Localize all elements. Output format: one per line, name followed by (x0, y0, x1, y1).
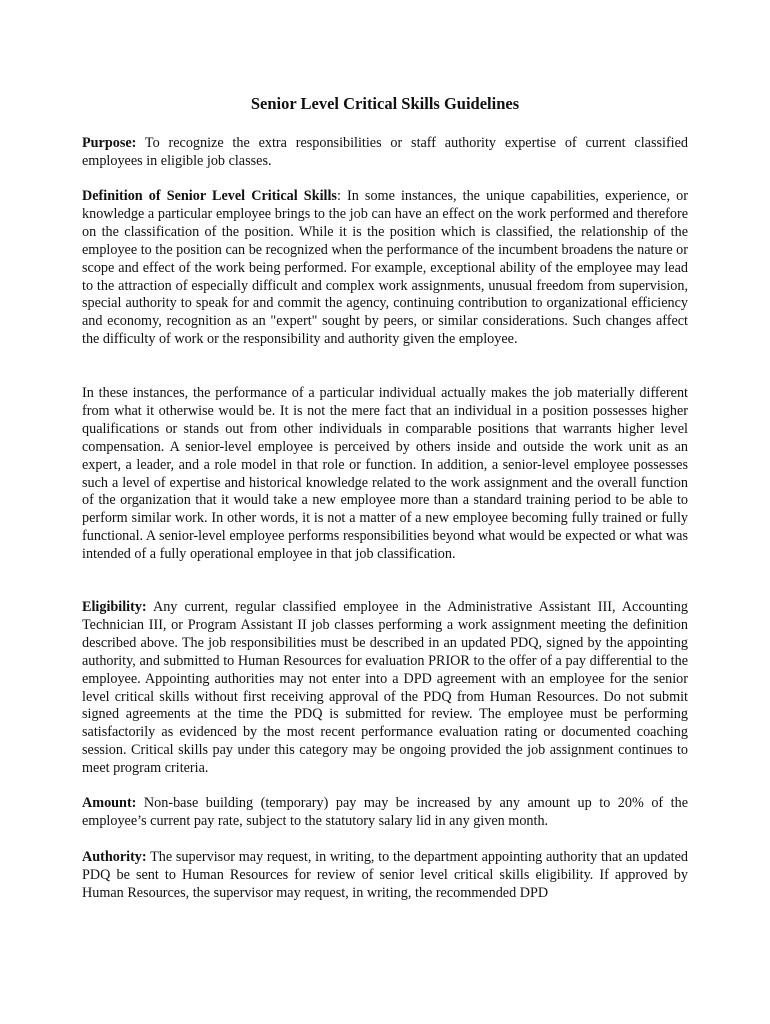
authority-paragraph (82, 849, 688, 903)
purpose-paragraph (82, 135, 688, 171)
instances-text: In these instances, the performance of a particular individual actually makes the job materially different from what it otherwise would be. It is not the mere fact that an individual in a position possesses higher qualifications or stands out from other individuals in comparable positions that warrants higher level compensation. A senior-level employee is perceived by others inside and outside the work unit as an expert, a leader, and a role model in that role or function. In addition, a senior-level employee possesses such a level of expertise and historical knowledge related to the work assignment and the overall function of the organization that it would take a new employee more than a standard training period to be able to perform similar work. In other words, it is not a matter of a new employee becoming fully trained or fully functional. A senior-level employee performs responsibilities beyond what would be expected or what was intended of a fully operational employee in that job classification. (82, 385, 688, 563)
document-title: Senior Level Critical Skills Guidelines (250, 94, 520, 113)
definition-text: : In some instances, the unique capabilities, experience, or knowledge a particular employee brings to the job can have an effect on the work performed and therefore on the classification of the position. While it is the position which is classified, the relationship of the employee to the position can be recognized when the performance of the incumbent broadens the nature or scope and effect of the work being performed. For example, exceptional ability of the employee may lead to the attraction of especially difficult and complex work assignments, unusual freedom from supervision, special authority to speak for and commit the agency, continuing contribution to organizational efficiency and economy, recognition as an "expert" sought by peers, or similar considerations. Such changes affect the difficulty of work or the responsibility and authority given the employee. (82, 188, 688, 348)
purpose-text: To recognize the extra responsibilities or staff authority expertise of current classified employees in eligible job classes. (82, 135, 688, 169)
definition-paragraph (82, 188, 688, 349)
eligibility-paragraph (82, 599, 688, 778)
amount-text: Non-base building (temporary) pay may be increased by any amount up to 20% of the employee’s current pay rate, subject to the statutory salary lid in any given month. (82, 795, 688, 829)
amount-paragraph (82, 795, 688, 831)
amount-label: Amount: (82, 795, 137, 811)
authority-label: Authority: (82, 849, 147, 865)
instances-paragraph (82, 385, 688, 564)
eligibility-label: Eligibility: (82, 599, 147, 615)
purpose-label: Purpose: (82, 135, 137, 151)
eligibility-text: Any current, regular classified employee in the Administrative Assistant III, Accounting Technician III, or Program Assistant II job classes performing a work assignment meeting the definition described above. The job responsibilities must be described in an updated PDQ, signed by the appointing authority, and submitted to Human Resources for evaluation PRIOR to the offer of a pay differential to the employee. Appointing authorities may not enter into a DPD agreement with an employee for the senior level critical skills without first receiving approval of the PDQ from Human Resources. Do not submit signed agreements at the time the PDQ is submitted for review. The employee must be performing satisfactorily as evidenced by the most recent performance evaluation rating or documented coaching session. Critical skills pay under this category may be ongoing provided the job assignment continues to meet program criteria. (82, 599, 688, 777)
authority-text: The supervisor may request, in writing, to the department appointing authority that an updated PDQ be sent to Human Resources for review of senior level critical skills eligibility. If approved by Human Resources, the supervisor may request, in writing, the recommended DPD (82, 849, 688, 901)
definition-label: Definition of Senior Level Critical Skills (82, 188, 337, 204)
